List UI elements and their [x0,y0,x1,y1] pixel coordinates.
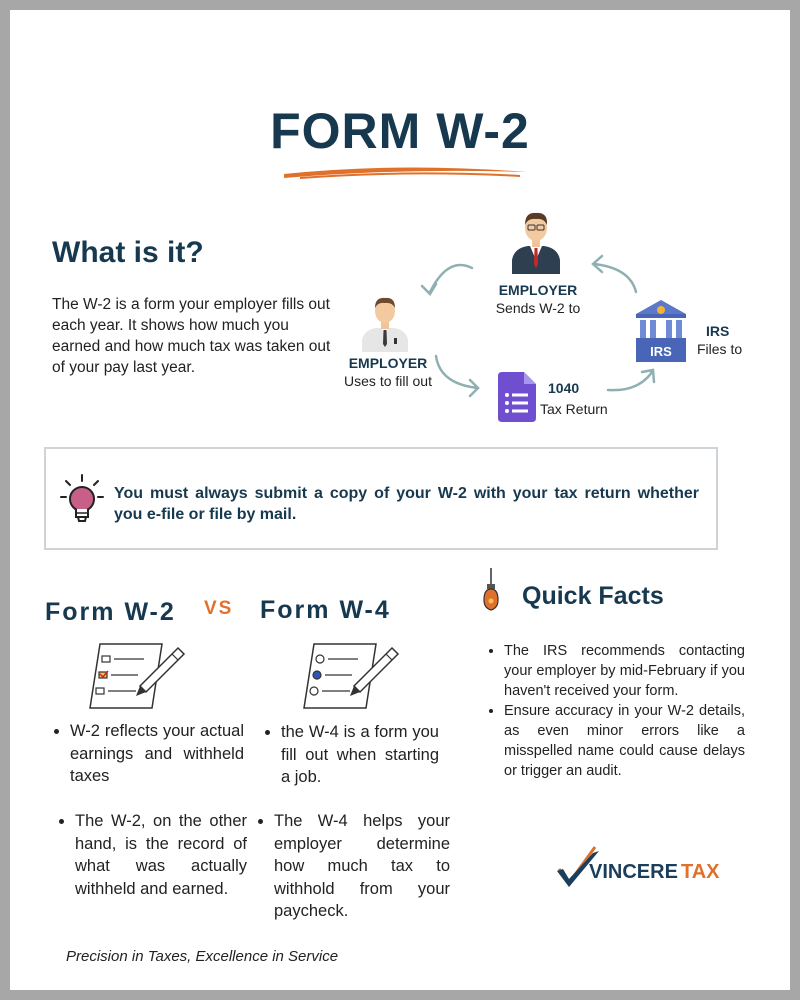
arrow-top-left [410,250,490,300]
title-underline [280,160,530,182]
w4-heading: Form W-4 [260,596,391,624]
vs-label: VS [204,598,234,619]
callout-box [44,447,718,550]
employer-left-caption: Uses to fill out [344,373,432,389]
arrow-bottom-left [428,350,488,400]
quick-facts-heading: Quick Facts [522,582,664,610]
brand-tax: TAX [681,861,720,883]
irs-caption: Files to [697,341,743,357]
brand-name: VINCERE [589,861,678,883]
w4-list-second [254,810,450,923]
infographic-page [10,10,790,990]
w4-list [261,721,439,789]
arrow-bottom-right [602,360,662,400]
arrow-top-right [582,246,652,306]
lightbulb-icon [60,473,104,531]
employer-left-title: EMPLOYER [348,355,428,371]
footer-tagline: Precision in Taxes, Excellence in Service [66,948,339,965]
vincere-tax-logo [555,843,725,889]
quick-facts-list [484,641,745,781]
page-title: FORM W-2 [270,103,530,159]
employer-top-icon [508,208,564,274]
w4-form-icon [300,640,400,712]
w2-heading: Form W-2 [45,598,176,626]
employer-left-icon [360,294,410,352]
w2-form-icon [86,640,186,712]
quick-fact-item: • Ensure accuracy in your W-2 details, as even minor errors like a misspelled name could cause delays or trigger an audit. [504,701,745,781]
employer-top-caption: Sends W-2 to [495,300,581,316]
w4-point: • the W-4 is a form you fill out when starting a job. [281,721,439,789]
w4-point: • The W-4 helps your employer determine how much tax to withhold from your paycheck. [274,810,450,923]
employer-top-title: EMPLOYER [498,282,578,298]
quick-fact-item: • The IRS recommends contacting your employer by mid-February if you haven't received your form. [504,641,745,701]
hanging-bulb-icon [480,568,502,614]
w2-point: • The W-2, on the other hand, is the record of what was actually withheld and earned. [75,810,247,900]
what-text: The W-2 is a form your employer fills out each year. It shows how much you earned and how much tax was taken out of your pay last year. [52,296,331,376]
form-1040-caption: Tax Return [540,401,608,417]
w2-list [50,720,244,788]
irs-title: IRS [706,323,730,339]
form-1040-icon [498,372,536,422]
irs-building-icon [634,298,688,362]
w2-point: • W-2 reflects your actual earnings and withheld taxes [70,720,244,788]
what-heading: What is it? [52,236,204,269]
w2-list-second [55,810,247,900]
form-1040-title: 1040 [548,380,580,396]
callout-text: You must always submit a copy of your W-2 with your tax return whether you e-file or file by mail. [114,485,699,523]
irs-building-label: IRS [650,344,672,359]
